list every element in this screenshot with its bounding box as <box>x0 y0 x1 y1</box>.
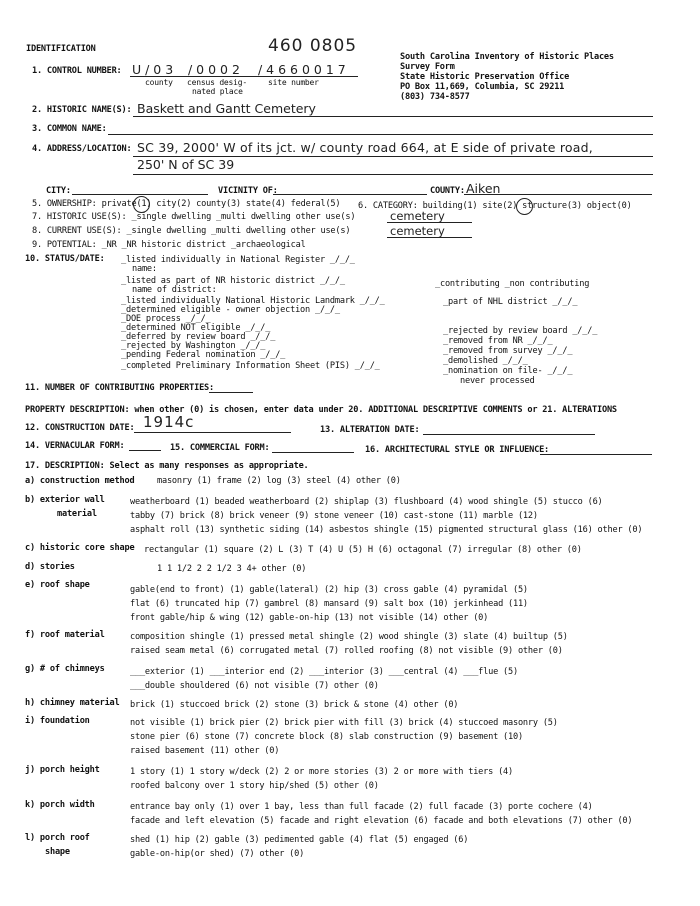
ownership-row: 5. OWNERSHIP: private(1) city(2) county(3) state(4) federal(5) <box>32 199 341 209</box>
status-item: _rejected by Washington _/_/_ <box>121 341 266 351</box>
status-item: _nomination on file- _/_/_ <box>443 366 573 376</box>
address-label: 4. ADDRESS/LOCATION: <box>32 144 132 154</box>
option-line: brick (1) stuccoed brick (2) stone (3) brick & stone (4) other (0) <box>130 700 459 710</box>
common-name-line <box>108 134 653 135</box>
county-caption: county <box>145 78 173 87</box>
historic-names-label: 2. HISTORIC NAME(S): <box>32 105 132 115</box>
section-label: shape <box>45 847 70 857</box>
option-line: asphalt roll (13) synthetic siding (14) asbestos shingle (15) pigmented structural glass (16) other (0) <box>130 525 643 535</box>
address-line-2-rule <box>133 174 653 175</box>
section-label: a) construction method <box>25 476 135 486</box>
city-line <box>72 194 208 195</box>
vicinity-label: VICINITY OF: <box>218 186 278 196</box>
status-label: 10. STATUS/DATE: <box>25 254 105 264</box>
status-item: _removed from survey _/_/_ <box>443 346 573 356</box>
construction-label: 12. CONSTRUCTION DATE: <box>25 423 135 433</box>
status-item: name of district: <box>132 285 217 295</box>
option-line: weatherboard (1) beaded weatherboard (2) shiplap (3) flushboard (4) wood shingle (5) stucco (6) <box>130 497 603 507</box>
option-line: masonry (1) frame (2) log (3) steel (4) other (0) <box>157 476 401 486</box>
commercial-label: 15. COMMERCIAL FORM: <box>170 443 270 453</box>
status-item: _rejected by review board _/_/_ <box>443 326 598 336</box>
county-value: Aiken <box>466 181 501 196</box>
identification-heading: IDENTIFICATION <box>26 44 96 54</box>
construction-value: 1914c <box>143 413 195 431</box>
alteration-line <box>423 434 595 435</box>
option-line: ___double shouldered (6) not visible (7) other (0) <box>130 681 379 691</box>
control-number-label: 1. CONTROL NUMBER: <box>32 66 122 76</box>
agency-line-5: (803) 734-8577 <box>400 92 470 102</box>
agency-line-3: State Historic Preservation Office <box>400 72 570 82</box>
historic-names-value: Baskett and Gantt Cemetery <box>137 101 316 116</box>
common-name-label: 3. COMMON NAME: <box>32 124 107 134</box>
option-line: shed (1) hip (2) gable (3) pedimented gable (4) flat (5) engaged (6) <box>130 835 469 845</box>
option-line: gable(end to front) (1) gable(lateral) (2) hip (3) cross gable (4) pyramidal (5) <box>130 585 528 595</box>
county-line <box>464 194 652 195</box>
status-item: _contributing _non contributing <box>435 279 590 289</box>
section-label: l) porch roof <box>25 833 90 843</box>
section-label: k) porch width <box>25 800 95 810</box>
status-item: _determined eligible - owner objection _/_/_ <box>121 305 340 315</box>
vernacular-line <box>129 450 161 451</box>
current-use-line <box>387 237 472 238</box>
control-census: / 0 0 0 2 <box>188 62 240 77</box>
agency-line-4: PO Box 11,669, Columbia, SC 29211 <box>400 82 565 92</box>
status-item: never processed <box>460 376 535 386</box>
status-item: _listed individually National Historic Landmark _/_/_ <box>121 296 385 306</box>
option-line: not visible (1) brick pier (2) brick pier with fill (3) brick (4) stuccoed masonry (5) <box>130 718 558 728</box>
alteration-label: 13. ALTERATION DATE: <box>320 425 420 435</box>
address-line-2: 250' N of SC 39 <box>137 157 235 172</box>
option-line: raised basement (11) other (0) <box>130 746 280 756</box>
census-caption: census desig- <box>187 78 248 87</box>
address-line-1: SC 39, 2000' W of its jct. w/ county road 664, at E side of private road, <box>137 140 593 155</box>
current-use-row: 8. CURRENT USE(S): _single dwelling _multi dwelling other use(s) <box>32 226 351 236</box>
section-label: d) stories <box>25 562 75 572</box>
status-item: _deferred by review board _/_/_ <box>121 332 276 342</box>
control-underline <box>130 76 358 77</box>
option-line: stone pier (6) stone (7) concrete block (8) slab construction (9) basement (10) <box>130 732 523 742</box>
vicinity-line <box>273 194 427 195</box>
option-line: composition shingle (1) pressed metal shingle (2) wood shingle (3) slate (4) builtup (5) <box>130 632 568 642</box>
option-line: gable-on-hip(or shed) (7) other (0) <box>130 849 305 859</box>
historic-names-line <box>133 116 653 117</box>
section-label: b) exterior wall <box>25 495 105 505</box>
section-label: h) chimney material <box>25 698 120 708</box>
site-caption: site number <box>268 78 319 87</box>
arch-style-line <box>540 454 652 455</box>
option-line: raised seam metal (6) corrugated metal (7) rolled roofing (8) not visible (9) other (0) <box>130 646 563 656</box>
option-line: facade and left elevation (5) facade and right elevation (6) facade and both elevations (7) other (0) <box>130 816 633 826</box>
construction-line <box>134 432 291 433</box>
county-label: COUNTY: <box>430 186 465 196</box>
contributing-label: 11. NUMBER OF CONTRIBUTING PROPERTIES: <box>25 383 215 393</box>
option-line: entrance bay only (1) over 1 bay, less than full facade (2) full facade (3) porte cochere (4) <box>130 802 593 812</box>
option-line: flat (6) truncated hip (7) gambrel (8) mansard (9) salt box (10) jerkinhead (11) <box>130 599 528 609</box>
section-label: c) historic core shape <box>25 543 135 553</box>
historic-use-value: cemetery <box>390 209 445 223</box>
control-site: / 4 6 6 0 0 1 7 <box>258 62 346 77</box>
agency-line-2: Survey Form <box>400 62 455 72</box>
section-label: g) # of chimneys <box>25 664 105 674</box>
vernacular-label: 14. VERNACULAR FORM: <box>25 441 125 451</box>
option-line: 1 story (1) 1 story w/deck (2) 2 or more stories (3) 2 or more with tiers (4) <box>130 767 513 777</box>
potential-row: 9. POTENTIAL: _NR _NR historic district _archaeological <box>32 240 306 250</box>
status-item: _pending Federal nomination _/_/_ <box>121 350 286 360</box>
option-line: ___exterior (1) ___interior end (2) ___interior (3) ___central (4) ___flue (5) <box>130 667 518 677</box>
description-label: 17. DESCRIPTION: Select as many responses as appropriate. <box>25 461 309 471</box>
agency-line-1: South Carolina Inventory of Historic Places <box>400 52 614 62</box>
category-row: 6. CATEGORY: building(1) site(2) structure(3) object(0) <box>358 201 632 211</box>
status-item: _demolished _/_/_ <box>443 356 528 366</box>
city-label: CITY: <box>46 186 71 196</box>
arch-style-label: 16. ARCHITECTURAL STYLE OR INFLUENCE: <box>365 445 550 455</box>
option-line: front gable/hip & wing (12) gable-on-hip (13) not visible (14) other (0) <box>130 613 489 623</box>
historic-use-row: 7. HISTORIC USE(S): _single dwelling _multi dwelling other use(s) <box>32 212 356 222</box>
status-item: _completed Preliminary Information Sheet (PIS) _/_/_ <box>121 361 380 371</box>
section-label: e) roof shape <box>25 580 90 590</box>
file-number: 460 0805 <box>268 36 358 56</box>
ownership-private-circle <box>133 196 150 213</box>
status-item: _listed as part of NR historic district _/_/_ <box>121 276 345 286</box>
description-note: PROPERTY DESCRIPTION: when other (0) is chosen, enter data under 20. ADDITIONAL DESCRIPTIVE COMMENTS or 21. ALTERATIONS <box>25 405 617 415</box>
census-caption-2: nated place <box>192 87 243 96</box>
contributing-line <box>209 392 253 393</box>
category-site-circle <box>516 198 533 215</box>
section-label: j) porch height <box>25 765 100 775</box>
current-use-value: cemetery <box>390 224 445 238</box>
option-line: rectangular (1) square (2) L (3) T (4) U (5) H (6) octagonal (7) irregular (8) other (0) <box>144 545 582 555</box>
section-label: material <box>57 509 97 519</box>
option-line: 1 1 1/2 2 2 1/2 3 4+ other (0) <box>157 564 307 574</box>
status-item: _listed individually in National Register _/_/_ <box>121 255 355 265</box>
status-item: _determined NOT eligible _/_/_ <box>121 323 271 333</box>
historic-use-line <box>387 222 472 223</box>
status-item: _removed from NR _/_/_ <box>443 336 553 346</box>
option-line: roofed balcony over 1 story hip/shed (5) other (0) <box>130 781 379 791</box>
commercial-line <box>272 452 354 453</box>
section-label: i) foundation <box>25 716 90 726</box>
control-county: U / 0 3 <box>132 62 174 77</box>
section-label: f) roof material <box>25 630 105 640</box>
status-item: name: <box>132 264 157 274</box>
option-line: tabby (7) brick (8) brick veneer (9) stone veneer (10) cast-stone (11) marble (12) <box>130 511 538 521</box>
status-item: _part of NHL district _/_/_ <box>443 297 578 307</box>
status-item: _DOE process _/_/_ <box>121 314 211 324</box>
